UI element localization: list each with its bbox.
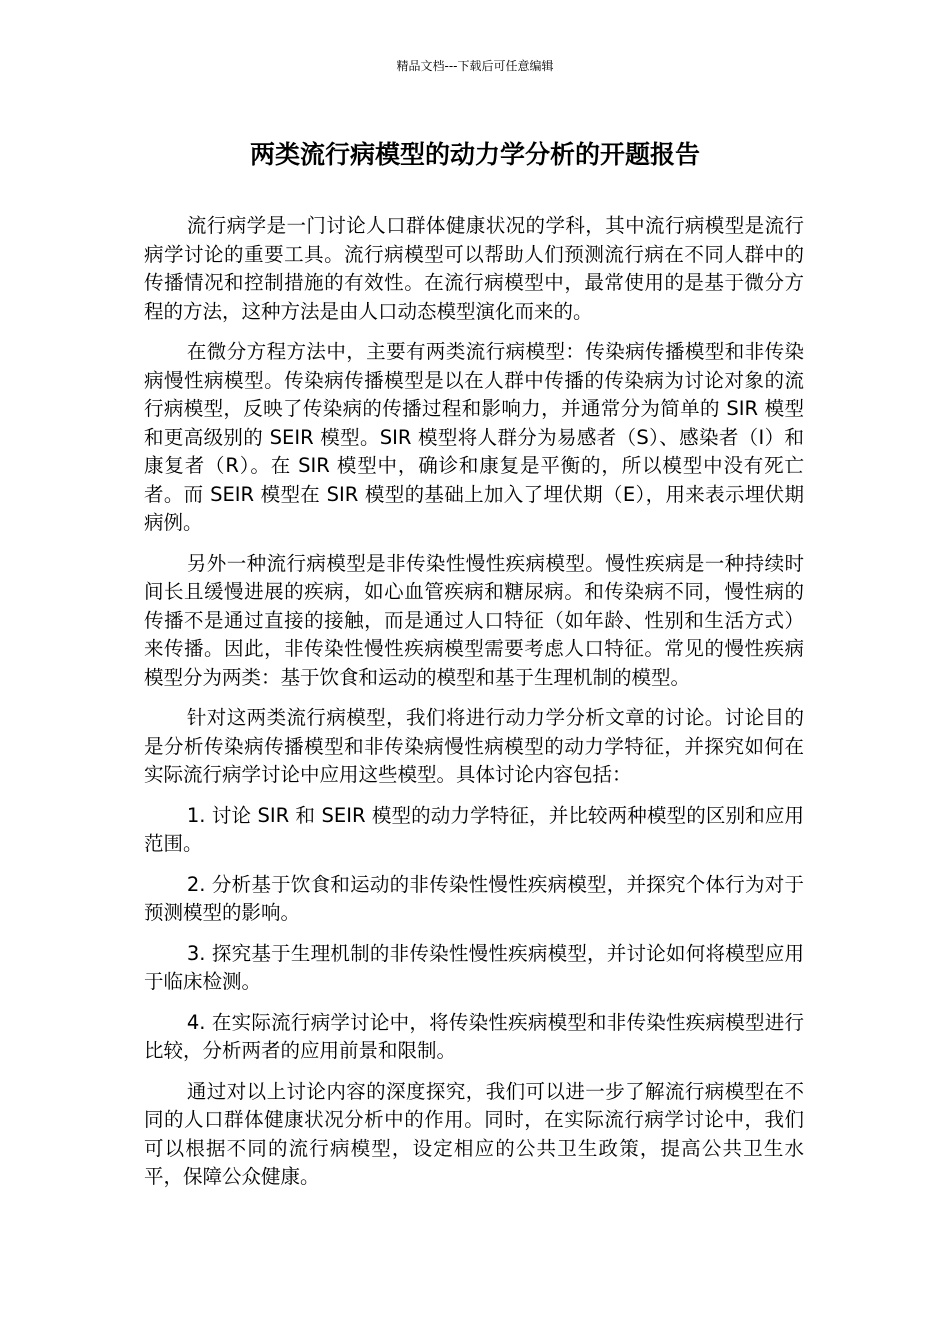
header-note: 精品文档---下载后可任意编辑 [396, 59, 554, 73]
list-item-3: 3. 探究基于生理机制的非传染性慢性疾病模型，并讨论如何将模型应用于临床检测。 [144, 941, 804, 993]
paragraph-infectious-models: 在微分方程方法中，主要有两类流行病模型：传染病传播模型和非传染病慢性病模型。传染病传播模型是以在人群中传播的传染病为讨论对象的流行病模型，反映了传染病的传播过程和影响力，并通常分为简单的 SIR 模型和更高级别的 SEIR 模型。SIR 模型将人群分为易感者（S）、感染者（I）和康复者（R）。在 SIR 模型中，确诊和康复是平衡的，所以模型中没有死亡者。而 SEIR 模型在 SIR 模型的基础上加入了埋伏期（E），用来表示埋伏期病例。 [144, 340, 804, 534]
list-item-4: 4. 在实际流行病学讨论中，将传染性疾病模型和非传染性疾病模型进行比较，分析两者的应用前景和限制。 [144, 1010, 804, 1062]
list-item-1: 1. 讨论 SIR 和 SEIR 模型的动力学特征，并比较两种模型的区别和应用范围。 [144, 803, 804, 855]
document-title: 两类流行病模型的动力学分析的开题报告 [249, 140, 700, 169]
paragraph-conclusion: 通过对以上讨论内容的深度探究，我们可以进一步了解流行病模型在不同的人口群体健康状况分析中的作用。同时，在实际流行病学讨论中，我们可以根据不同的流行病模型，设定相应的公共卫生政策，提高公共卫生水平，保障公众健康。 [144, 1079, 804, 1188]
paragraph-research-aim: 针对这两类流行病模型，我们将进行动力学分析文章的讨论。讨论目的是分析传染病传播模型和非传染病慢性病模型的动力学特征，并探究如何在实际流行病学讨论中应用这些模型。具体讨论内容包括： [144, 706, 804, 786]
paragraph-intro: 流行病学是一门讨论人口群体健康状况的学科，其中流行病模型是流行病学讨论的重要工具。流行病模型可以帮助人们预测流行病在不同人群中的传播情况和控制措施的有效性。在流行病模型中，最常使用的是基于微分方程的方法，这种方法是由人口动态模型演化而来的。 [144, 214, 804, 323]
paragraph-chronic-models: 另外一种流行病模型是非传染性慢性疾病模型。慢性疾病是一种持续时间长且缓慢进展的疾病，如心血管疾病和糖尿病。和传染病不同，慢性病的传播不是通过直接的接触，而是通过人口特征（如年龄、性别和生活方式）来传播。因此，非传染性慢性疾病模型需要考虑人口特征。常见的慢性疾病模型分为两类：基于饮食和运动的模型和基于生理机制的模型。 [144, 551, 804, 689]
list-item-2: 2. 分析基于饮食和运动的非传染性慢性疾病模型，并探究个体行为对于预测模型的影响。 [144, 872, 804, 924]
document-body [144, 212, 804, 1204]
